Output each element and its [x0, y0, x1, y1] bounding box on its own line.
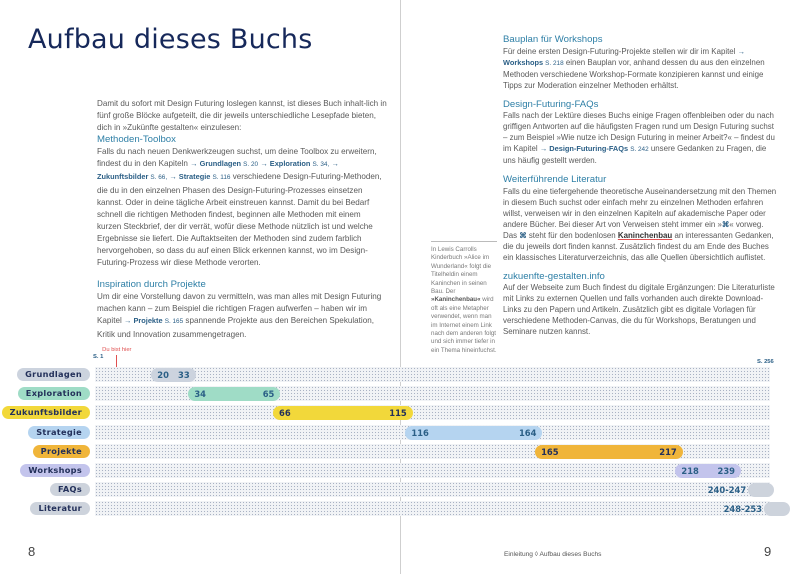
reference-label: → Strategie	[169, 172, 211, 182]
you-are-here-label: Du bist hier	[102, 347, 132, 353]
timeline-lane	[95, 482, 770, 497]
timeline-lane	[95, 501, 770, 516]
body-text: einen Bauplan vor, anhand dessen du aus den einzelnen Methoden verschiedene Workshop-Formate konzipieren kannst und einige Tipps zur Moderation einzelner Methoden erhältst.	[503, 57, 765, 90]
chapter-bar-zukunftsbilder	[273, 406, 413, 420]
chapter-start-page: 116	[411, 427, 429, 438]
chapter-bar-strategie	[405, 426, 542, 440]
kaninchenbau-link: Kaninchenbau	[617, 230, 673, 240]
chapter-start-page: 66	[279, 408, 291, 419]
section	[503, 174, 777, 263]
chapter-tag-grundlagen: Grundlagen	[17, 368, 90, 381]
reference-label: → Projekte	[124, 316, 163, 326]
chapter-end-page: 239	[717, 466, 735, 476]
rabbit-hole-icon: ⌘	[519, 230, 527, 240]
section	[503, 34, 777, 91]
section-heading: zukuenfte-gestalten.info	[503, 270, 605, 282]
reference-page: S. 66,	[150, 174, 168, 182]
body-text: Falls du nach neuen Denkwerkzeugen suchst, um deine Toolbox zu erweitern, findest du in den Kapiteln	[97, 147, 377, 169]
chapter-tag-workshops: Workshops	[20, 464, 90, 477]
chapter-tag-faqs: FAQs	[50, 483, 90, 496]
reference-page: S. 116	[212, 174, 231, 182]
body-text: an interessanten Gedanken, die du jeweils dort finden kannst. Zusätzlich findest du am Ende des Buches ein klassisches Literaturverzeichnis, das alle Quellen übersichtlich auflistet.	[503, 230, 774, 262]
timeline-lane	[95, 405, 770, 420]
reference-page: S. 20	[243, 161, 259, 169]
body-text: « vorweg. Das	[503, 219, 764, 240]
timeline-lane	[95, 367, 770, 382]
body-text: Für deine ersten Design-Futuring-Projekte stellen wir dir im Kapitel	[503, 46, 738, 56]
sidenote-text: wird oft als eine Metapher verwendet, wenn man im Internet einem Link nach dem anderen folgt und sich immer tiefer in ein Thema hineinfuchst.	[431, 296, 497, 354]
chapter-end-page: 164	[518, 427, 537, 438]
reference-page: S. 34,	[312, 161, 330, 169]
chapter-tag-zukunftsbilder: Zukunftsbilder	[2, 406, 90, 419]
intro-paragraph: Damit du sofort mit Design Futuring loslegen kannst, ist dieses Buch inhalt-lich in fünf große Blöcke aufgeteilt, die dir jeweils unterschiedliche Lesepfade bieten, dich in »Zukünfte gestalten« einzulesen:	[97, 99, 387, 133]
chapter-reference-link[interactable]	[124, 316, 183, 325]
chapter-end-page: 217	[659, 446, 677, 457]
chapter-end-page: 33	[178, 370, 190, 380]
chapter-reference-link[interactable]	[190, 159, 258, 168]
chapter-range-label: 240-247	[707, 485, 747, 496]
timeline-start-label: S. 1	[93, 354, 104, 360]
reference-label: → Grundlagen	[190, 159, 242, 169]
section-heading: Inspiration durch Projekte	[97, 279, 206, 291]
chapter-bar-literatur	[764, 502, 790, 516]
sidenote-kaninchenbau	[431, 241, 497, 355]
reference-label: → Workshops	[503, 46, 746, 67]
section-heading: Design-Futuring-FAQs	[503, 98, 599, 110]
timeline-lane	[95, 463, 770, 478]
chapter-tag-strategie: Strategie	[28, 426, 90, 439]
section-body	[503, 110, 777, 166]
chapter-range-label: 248-253	[723, 504, 763, 515]
section-body	[97, 291, 387, 340]
chapter-bar-faqs	[748, 483, 774, 497]
chapter-reference-link[interactable]	[169, 172, 230, 181]
section	[503, 99, 777, 167]
you-are-here-marker	[116, 355, 117, 367]
chapter-bar-exploration	[188, 387, 280, 401]
timeline-end-label: S. 256	[757, 359, 774, 365]
reference-label: → Design-Futuring-FAQs	[539, 144, 629, 153]
chapter-start-page: 20	[157, 370, 169, 380]
body-text: steht für den bodenlosen	[526, 230, 618, 240]
section-body	[503, 46, 777, 91]
body-text: Falls nach der Lektüre dieses Buchs einige Fragen offenbleiben oder du nach griffigen Antworten auf die häufigsten Fragen rund um Design Futuring suchst – zum Beispiel »Wie nutze ich Design Futuring in meiner Arbeit?« – findest du im Kapitel	[503, 111, 775, 153]
sidenote-text: In Lewis Carrolls Kinderbuch »Alice im Wunderland« folgt die Titelheldin einem Kaninchen in seinen Bau. Der	[431, 246, 492, 296]
body-text: Falls du eine tiefergehende theoretische Auseinandersetzung mit den Themen in diesem Buch suchst oder einfach mehr zu einzelnen Methoden erfahren willst, verweisen wir in den einzelnen Kapiteln auf akademische Paper oder andere Bücher. Bei dieser Art von Verweisen steht immer ein »	[503, 186, 777, 229]
chapter-tag-projekte: Projekte	[33, 445, 90, 458]
sidenote-term: »Kaninchenbau«	[431, 296, 481, 304]
body-text: unsere Gedanken zu Fragen, die uns häufig gestellt werden.	[503, 144, 767, 165]
section	[97, 134, 387, 269]
body-text: Um dir eine Vorstellung davon zu vermitteln, was man alles mit Design Futuring machen kann – zum Beispiel die richtigen Fragen aufwerfen – haben wir im Kapitel	[97, 292, 382, 326]
chapter-bar-grundlagen	[151, 368, 195, 382]
reference-page: S. 242	[630, 146, 649, 153]
page-number-left: 8	[28, 544, 36, 559]
section-body	[503, 186, 777, 263]
body-text: Auf der Webseite zum Buch findest du digitale Ergänzungen: Die Literaturliste mit Links zu externen Quellen und falls vorhanden auch direkte Download-Links zu den Papern und Artikeln. Zusätzlich gibt es digitale Vorlagen für verschiedene Methoden-Canvas, die du für Workshops, Beratungen und Seminare nutzen kannst.	[503, 283, 775, 336]
section	[503, 271, 777, 338]
chapter-reference-link[interactable]	[260, 159, 329, 168]
chapter-tag-literatur: Literatur	[30, 502, 90, 515]
chapter-start-page: 165	[541, 446, 559, 457]
right-column	[503, 34, 777, 345]
chapter-end-page: 65	[262, 389, 275, 400]
chapter-bar-projekte	[535, 445, 683, 459]
reference-label: → Zukunftsbilder	[97, 159, 339, 182]
chapter-bar-workshops	[675, 464, 741, 478]
section	[97, 279, 387, 340]
rabbit-hole-icon: ⌘	[721, 219, 730, 229]
body-text: spannende Projekte aus den Bereichen Spekulation, Kritik und Innovation zusammengetragen.	[97, 316, 374, 339]
left-column	[97, 98, 387, 351]
chapter-start-page: 34	[194, 389, 206, 400]
chapter-reference-link[interactable]	[540, 144, 649, 153]
chapter-end-page: 115	[389, 408, 407, 419]
section-body	[503, 282, 777, 337]
section-heading: Weiterführende Literatur	[503, 174, 607, 185]
reference-page: S. 218	[545, 59, 564, 67]
section-body	[97, 146, 387, 269]
reference-label: → Exploration	[260, 159, 311, 169]
section-heading: Bauplan für Workshops	[503, 34, 603, 45]
chapter-tag-exploration: Exploration	[18, 387, 90, 400]
chapter-start-page: 218	[681, 466, 699, 476]
body-text: verschiedene Design-Futuring-Methoden, die du in den einzelnen Phasen des Design-Futuring-Prozesses einsetzen kannst. Oder in deine tägliche Arbeit einstreuen kannst. Damit du bei Bedarf schnell die richtigen Methoden findest, beginnen alle Methoden mit einem kurzen Steckbrief, der dir verrät, wofür diese Methode nützlich ist und welche Ergebnisse sie liefert. Die Auftaktseiten der Methoden sind zudem farblich hervorgehoben, so dass du auf einen Blick erkennen kannst, wo im Design-Futuring-Prozess wir diese Methode verorten.	[97, 172, 382, 268]
chapter-timeline	[0, 347, 800, 525]
page-number-right: 9	[764, 544, 772, 559]
reference-page: S. 165	[164, 318, 184, 326]
page-title: Aufbau dieses Buchs	[28, 24, 313, 55]
running-head: Einleitung ◊ Aufbau dieses Buchs	[504, 551, 602, 558]
section-heading: Methoden-Toolbox	[97, 134, 176, 146]
